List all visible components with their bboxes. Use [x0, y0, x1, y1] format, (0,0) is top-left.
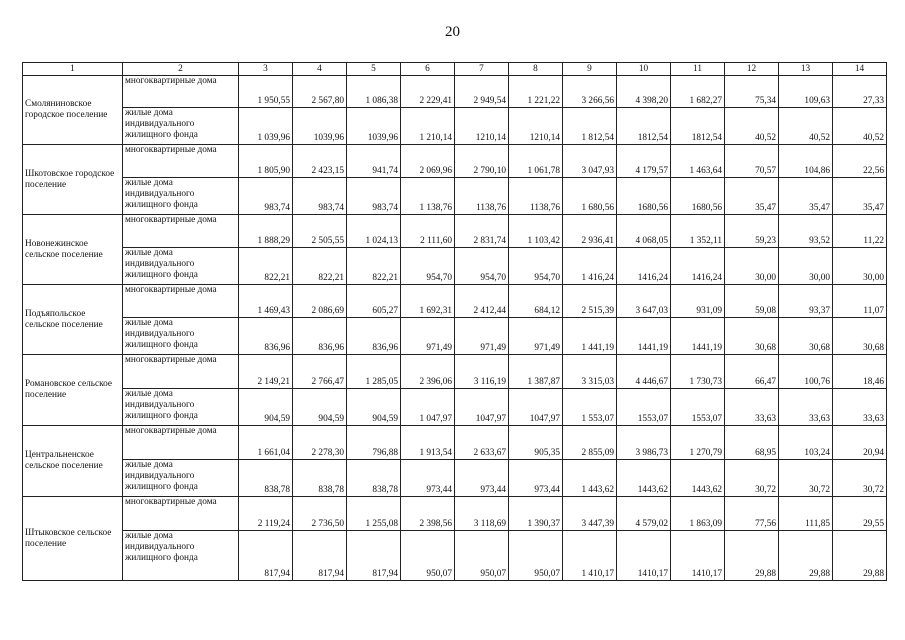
building-type: жилые дома индивидуального жилищного фонда [123, 178, 239, 215]
value-cell: 1 138,76 [401, 178, 455, 215]
value-cell: 1 730,73 [671, 355, 725, 389]
value-cell: 77,56 [725, 497, 779, 531]
value-cell: 33,63 [725, 389, 779, 426]
tariff-table [22, 62, 887, 581]
value-cell: 973,44 [401, 460, 455, 497]
value-cell: 1680,56 [671, 178, 725, 215]
value-cell: 30,68 [725, 318, 779, 355]
value-cell: 35,47 [833, 178, 887, 215]
value-cell: 822,21 [239, 248, 293, 285]
value-cell: 3 447,39 [563, 497, 617, 531]
settlement-name: Новонежинское сельское поселение [23, 215, 123, 285]
table-row [23, 318, 887, 355]
value-cell: 30,72 [833, 460, 887, 497]
building-type: многоквартирные дома [123, 497, 239, 531]
value-cell: 836,96 [239, 318, 293, 355]
value-cell: 29,55 [833, 497, 887, 531]
table-row [23, 108, 887, 145]
building-type: жилые дома индивидуального жилищного фонда [123, 108, 239, 145]
value-cell: 1 221,22 [509, 76, 563, 108]
value-cell: 1812,54 [671, 108, 725, 145]
value-cell: 817,94 [293, 531, 347, 581]
value-cell: 1443,62 [671, 460, 725, 497]
value-cell: 4 398,20 [617, 76, 671, 108]
building-type: жилые дома индивидуального жилищного фонда [123, 460, 239, 497]
table-row [23, 497, 887, 531]
value-cell: 1 441,19 [563, 318, 617, 355]
value-cell: 1 410,17 [563, 531, 617, 581]
value-cell: 1 950,55 [239, 76, 293, 108]
value-cell: 11,22 [833, 215, 887, 248]
value-cell: 1553,07 [671, 389, 725, 426]
value-cell: 1138,76 [509, 178, 563, 215]
value-cell: 3 047,93 [563, 145, 617, 178]
value-cell: 1039,96 [293, 108, 347, 145]
column-header: 5 [347, 63, 401, 76]
value-cell: 2 396,06 [401, 355, 455, 389]
value-cell: 4 179,57 [617, 145, 671, 178]
value-cell: 983,74 [239, 178, 293, 215]
value-cell: 1 682,27 [671, 76, 725, 108]
value-cell: 30,00 [725, 248, 779, 285]
value-cell: 30,68 [833, 318, 887, 355]
value-cell: 838,78 [347, 460, 401, 497]
value-cell: 109,63 [779, 76, 833, 108]
column-header: 6 [401, 63, 455, 76]
value-cell: 30,72 [725, 460, 779, 497]
value-cell: 2 766,47 [293, 355, 347, 389]
value-cell: 973,44 [509, 460, 563, 497]
value-cell: 1441,19 [617, 318, 671, 355]
value-cell: 2 949,54 [455, 76, 509, 108]
column-header: 9 [563, 63, 617, 76]
value-cell: 1039,96 [347, 108, 401, 145]
value-cell: 605,27 [347, 285, 401, 318]
value-cell: 1 285,05 [347, 355, 401, 389]
value-cell: 1416,24 [617, 248, 671, 285]
value-cell: 1138,76 [455, 178, 509, 215]
value-cell: 3 118,69 [455, 497, 509, 531]
value-cell: 1 047,97 [401, 389, 455, 426]
value-cell: 68,95 [725, 426, 779, 460]
value-cell: 2 229,41 [401, 76, 455, 108]
table-header [23, 63, 887, 76]
column-header: 11 [671, 63, 725, 76]
value-cell: 1 352,11 [671, 215, 725, 248]
value-cell: 941,74 [347, 145, 401, 178]
value-cell: 104,86 [779, 145, 833, 178]
value-cell: 2 069,96 [401, 145, 455, 178]
value-cell: 29,88 [833, 531, 887, 581]
value-cell: 904,59 [347, 389, 401, 426]
value-cell: 2 423,15 [293, 145, 347, 178]
value-cell: 822,21 [347, 248, 401, 285]
value-cell: 2 831,74 [455, 215, 509, 248]
value-cell: 796,88 [347, 426, 401, 460]
table-row [23, 76, 887, 108]
value-cell: 2 412,44 [455, 285, 509, 318]
value-cell: 836,96 [347, 318, 401, 355]
settlement-name: Романовское сельское поселение [23, 355, 123, 426]
column-header: 14 [833, 63, 887, 76]
value-cell: 1 390,37 [509, 497, 563, 531]
value-cell: 2 278,30 [293, 426, 347, 460]
value-cell: 817,94 [239, 531, 293, 581]
value-cell: 1 416,24 [563, 248, 617, 285]
value-cell: 1047,97 [455, 389, 509, 426]
value-cell: 1 680,56 [563, 178, 617, 215]
value-cell: 1210,14 [455, 108, 509, 145]
value-cell: 1 443,62 [563, 460, 617, 497]
value-cell: 93,37 [779, 285, 833, 318]
value-cell: 111,85 [779, 497, 833, 531]
value-cell: 2 736,50 [293, 497, 347, 531]
value-cell: 11,07 [833, 285, 887, 318]
value-cell: 950,07 [455, 531, 509, 581]
settlement-name: Смоляниновское городское поселение [23, 76, 123, 145]
value-cell: 905,35 [509, 426, 563, 460]
value-cell: 954,70 [455, 248, 509, 285]
value-cell: 1 553,07 [563, 389, 617, 426]
page-number: 20 [445, 24, 460, 40]
value-cell: 3 647,03 [617, 285, 671, 318]
table-row [23, 355, 887, 389]
building-type: многоквартирные дома [123, 215, 239, 248]
value-cell: 93,52 [779, 215, 833, 248]
value-cell: 1 024,13 [347, 215, 401, 248]
value-cell: 2 086,69 [293, 285, 347, 318]
value-cell: 1410,17 [617, 531, 671, 581]
value-cell: 40,52 [725, 108, 779, 145]
value-cell: 1 661,04 [239, 426, 293, 460]
value-cell: 1 692,31 [401, 285, 455, 318]
value-cell: 2 119,24 [239, 497, 293, 531]
value-cell: 103,24 [779, 426, 833, 460]
value-cell: 3 315,03 [563, 355, 617, 389]
value-cell: 1680,56 [617, 178, 671, 215]
value-cell: 1 039,96 [239, 108, 293, 145]
column-header: 7 [455, 63, 509, 76]
value-cell: 18,46 [833, 355, 887, 389]
value-cell: 1 387,87 [509, 355, 563, 389]
value-cell: 1047,97 [509, 389, 563, 426]
value-cell: 27,33 [833, 76, 887, 108]
value-cell: 954,70 [509, 248, 563, 285]
value-cell: 29,88 [725, 531, 779, 581]
table-row [23, 531, 887, 581]
value-cell: 29,88 [779, 531, 833, 581]
value-cell: 30,68 [779, 318, 833, 355]
value-cell: 20,94 [833, 426, 887, 460]
value-cell: 1 255,08 [347, 497, 401, 531]
building-type: многоквартирные дома [123, 285, 239, 318]
value-cell: 2 936,41 [563, 215, 617, 248]
value-cell: 822,21 [293, 248, 347, 285]
value-cell: 3 266,56 [563, 76, 617, 108]
value-cell: 1 463,64 [671, 145, 725, 178]
building-type: жилые дома индивидуального жилищного фонда [123, 531, 239, 581]
value-cell: 1210,14 [509, 108, 563, 145]
column-header: 10 [617, 63, 671, 76]
column-header: 13 [779, 63, 833, 76]
value-cell: 1441,19 [671, 318, 725, 355]
table-row [23, 389, 887, 426]
value-cell: 40,52 [833, 108, 887, 145]
building-type: многоквартирные дома [123, 426, 239, 460]
settlement-name: Подъяпольское сельское поселение [23, 285, 123, 355]
value-cell: 100,76 [779, 355, 833, 389]
header-row [23, 63, 887, 76]
column-header: 4 [293, 63, 347, 76]
value-cell: 1443,62 [617, 460, 671, 497]
value-cell: 1 913,54 [401, 426, 455, 460]
value-cell: 983,74 [293, 178, 347, 215]
value-cell: 2 790,10 [455, 145, 509, 178]
table-row [23, 215, 887, 248]
value-cell: 931,09 [671, 285, 725, 318]
settlement-name: Штыковское сельское поселение [23, 497, 123, 581]
column-header: 1 [23, 63, 123, 76]
value-cell: 904,59 [293, 389, 347, 426]
value-cell: 35,47 [725, 178, 779, 215]
settlement-name: Центральненское сельское поселение [23, 426, 123, 497]
value-cell: 4 068,05 [617, 215, 671, 248]
value-cell: 1 061,78 [509, 145, 563, 178]
value-cell: 1 270,79 [671, 426, 725, 460]
value-cell: 30,72 [779, 460, 833, 497]
table-row [23, 178, 887, 215]
value-cell: 971,49 [509, 318, 563, 355]
table-row [23, 285, 887, 318]
value-cell: 838,78 [239, 460, 293, 497]
building-type: многоквартирные дома [123, 355, 239, 389]
value-cell: 2 567,80 [293, 76, 347, 108]
table-row [23, 460, 887, 497]
building-type: многоквартирные дома [123, 145, 239, 178]
building-type: жилые дома индивидуального жилищного фонда [123, 389, 239, 426]
value-cell: 30,00 [779, 248, 833, 285]
value-cell: 1416,24 [671, 248, 725, 285]
value-cell: 1 469,43 [239, 285, 293, 318]
table-body [23, 76, 887, 581]
value-cell: 66,47 [725, 355, 779, 389]
value-cell: 950,07 [509, 531, 563, 581]
value-cell: 838,78 [293, 460, 347, 497]
value-cell: 3 116,19 [455, 355, 509, 389]
value-cell: 1 805,90 [239, 145, 293, 178]
value-cell: 59,23 [725, 215, 779, 248]
column-header: 8 [509, 63, 563, 76]
value-cell: 983,74 [347, 178, 401, 215]
building-type: жилые дома индивидуального жилищного фонда [123, 318, 239, 355]
value-cell: 1 103,42 [509, 215, 563, 248]
value-cell: 1553,07 [617, 389, 671, 426]
value-cell: 817,94 [347, 531, 401, 581]
value-cell: 4 446,67 [617, 355, 671, 389]
value-cell: 1 863,09 [671, 497, 725, 531]
value-cell: 1 210,14 [401, 108, 455, 145]
value-cell: 3 986,73 [617, 426, 671, 460]
table-row [23, 248, 887, 285]
value-cell: 684,12 [509, 285, 563, 318]
value-cell: 4 579,02 [617, 497, 671, 531]
table-row [23, 145, 887, 178]
value-cell: 954,70 [401, 248, 455, 285]
value-cell: 950,07 [401, 531, 455, 581]
column-header: 12 [725, 63, 779, 76]
value-cell: 35,47 [779, 178, 833, 215]
value-cell: 40,52 [779, 108, 833, 145]
column-header: 3 [239, 63, 293, 76]
value-cell: 70,57 [725, 145, 779, 178]
value-cell: 1 812,54 [563, 108, 617, 145]
value-cell: 59,08 [725, 285, 779, 318]
value-cell: 2 149,21 [239, 355, 293, 389]
value-cell: 2 398,56 [401, 497, 455, 531]
value-cell: 33,63 [833, 389, 887, 426]
value-cell: 1 888,29 [239, 215, 293, 248]
value-cell: 1410,17 [671, 531, 725, 581]
value-cell: 971,49 [455, 318, 509, 355]
column-header: 2 [123, 63, 239, 76]
value-cell: 904,59 [239, 389, 293, 426]
value-cell: 1 086,38 [347, 76, 401, 108]
value-cell: 836,96 [293, 318, 347, 355]
settlement-name: Шкотовское городское поселение [23, 145, 123, 215]
value-cell: 2 633,67 [455, 426, 509, 460]
value-cell: 2 515,39 [563, 285, 617, 318]
value-cell: 33,63 [779, 389, 833, 426]
value-cell: 971,49 [401, 318, 455, 355]
building-type: жилые дома индивидуального жилищного фонда [123, 248, 239, 285]
value-cell: 2 111,60 [401, 215, 455, 248]
value-cell: 973,44 [455, 460, 509, 497]
value-cell: 30,00 [833, 248, 887, 285]
value-cell: 2 505,55 [293, 215, 347, 248]
value-cell: 22,56 [833, 145, 887, 178]
value-cell: 75,34 [725, 76, 779, 108]
value-cell: 1812,54 [617, 108, 671, 145]
building-type: многоквартирные дома [123, 76, 239, 108]
table-row [23, 426, 887, 460]
value-cell: 2 855,09 [563, 426, 617, 460]
